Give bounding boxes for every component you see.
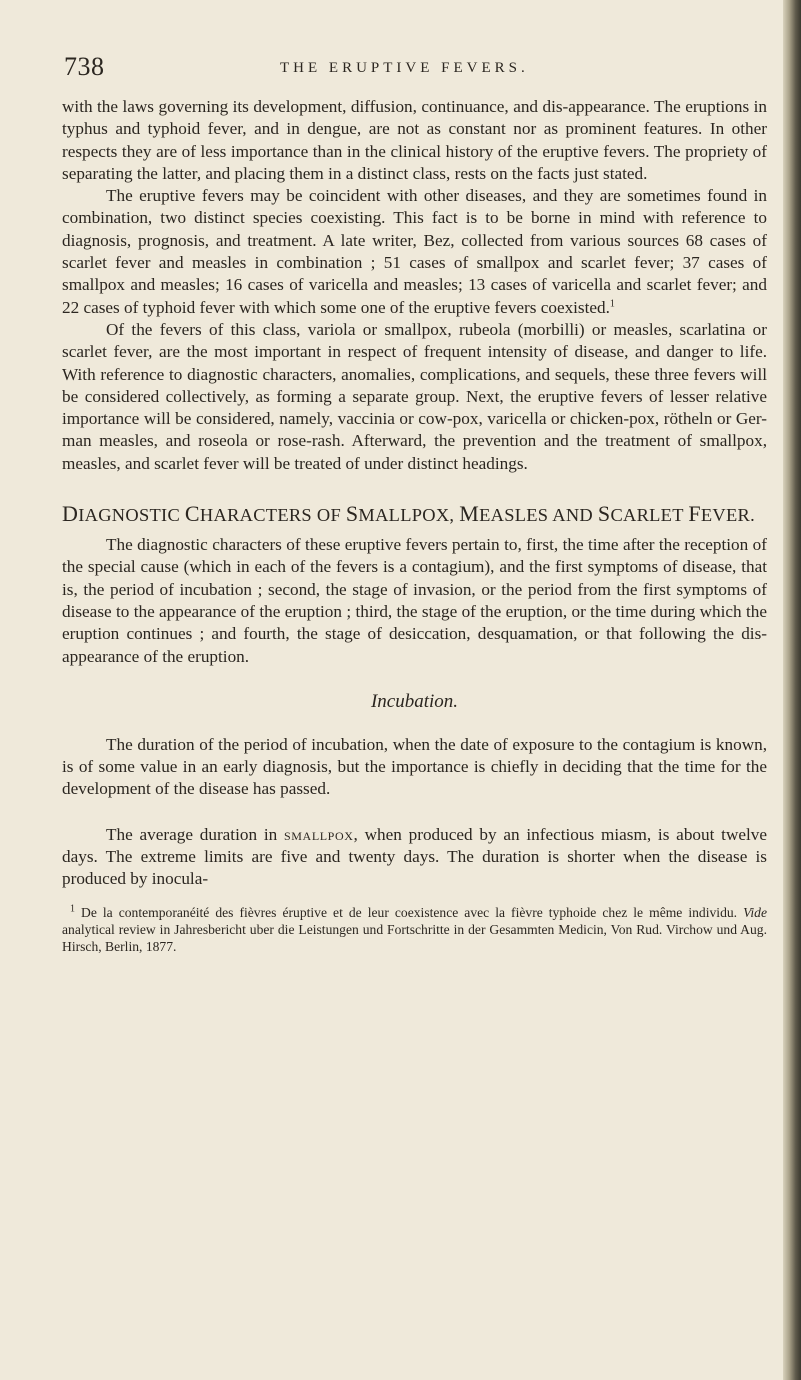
paragraph-smallpox: The average duration in smallpox, when produced by an infectious miasm, is about twelve days. The extreme limits are five and twenty days. The duration is shorter when the disease is produced by inocula- [62,824,767,889]
footnote-ref: 1 [609,297,615,309]
footnote: $^1$ De la contemporanéité des fièvres éruptive et de leur coexistence avec la fièvre typhoide chez le même individu. Vide analytical review in Jahresbericht uber die Leistungen und Fortschritte in der Gesammten Medicin, Von Rud. Virchow und Aug. Hirsch, Berlin, 1877. [62,903,767,955]
section-heading-text: DIAGNOSTIC CHARACTERS OF SMALLPOX, MEASLES AND SCARLET FEVER. [62,501,755,527]
smallpox-term: smallpox [284,824,354,844]
page-edge-shadow [783,0,801,1380]
paragraph-gap [62,801,767,824]
page-body [62,96,767,956]
page-header [0,52,801,86]
paragraph-coincident: The eruptive fevers may be coincident with other diseases, and they are sometimes found in combination, two distinct species coexisting. This fact is to be borne in mind with reference to diagnosis, prognosis, and treatment. A late writer, Bez, collected from various sources 68 cases of scarlet fever and measles in combination ; 51 cases of smallpox and scarlet fever; 37 cases of smallpox and measles; 16 cases of varicella and measles; 13 cases of varicella and scarlet fever; and 22 cases of typhoid fever with which some one of the eruptive fevers coexisted.$^1$ [62,186,767,317]
footnote-vide: Vide [743,904,767,920]
paragraph-laws: with the laws governing its development, diffusion, continuance, and dis-appearance. The eruptions in typhus and typhoid fever, and in dengue, are not as constant nor as prominent features. In other respects they are of less importance than in the clinical history of the eruptive fevers. The propriety of separating the latter, and placing them in a distinct class, rests on the facts just stated. [62,97,767,183]
paragraph-incubation: The duration of the period of incubation, when the date of exposure to the contagium is known, is of some value in an early diagnosis, but the importance is chiefly in deciding that the time for the development of the disease has passed. [62,734,767,799]
page-number: 738 [64,52,105,81]
paragraph-classification: Of the fevers of this class, variola or smallpox, rubeola (morbilli) or measles, scarlatina or scarlet fever, are the most important in respect of frequent intensity of disease, and danger to life. With reference to diagnostic characters, anomalies, complications, and sequels, these three fevers will be considered collectively, as forming a separate group. Next, the eruptive fevers of lesser relative importance will be considered, namely, vaccinia or cow-pox, varicella or chicken-pox, rötheln or Ger-man measles, and roseola or rose-rash. Afterward, the prevention and the treatment of smallpox, measles, and scarlet fever will be treated of under distinct headings. [62,319,767,473]
subheading-incubation: Incubation. [370,690,459,712]
footnote-marker: 1 [70,903,75,915]
paragraph-diagnostic: The diagnostic characters of these eruptive fevers pertain to, first, the time after the reception of the special cause (which in each of the fevers is a contagium), and the first symptoms of disease, that is, the period of incubation ; second, the stage of invasion, or the period from the first symptoms of disease to the appearance of the eruption ; third, the stage of the eruption, or the time during which the eruption continues ; and fourth, the stage of desiccation, desquamation, or that following the dis-appearance of the eruption. [62,535,767,666]
section-heading [62,502,767,527]
running-title: THE ERUPTIVE FEVERS. [280,60,529,76]
